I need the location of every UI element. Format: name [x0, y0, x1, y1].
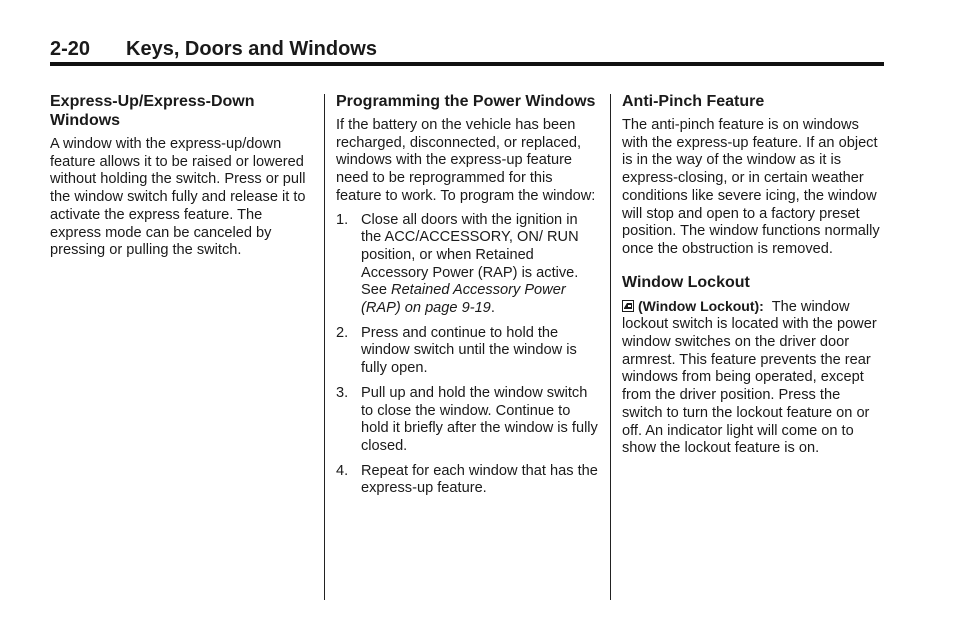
header-rule	[50, 62, 884, 66]
cross-reference-link[interactable]: Retained Accessory Power (RAP) on page 9-19	[361, 282, 566, 317]
column-anti-pinch-lockout	[622, 92, 884, 458]
step-text: Close all doors with the ignition in the ACC/ACCESSORY, ON/ RUN position, or when Retained Accessory Power (RAP) is active. See	[361, 211, 579, 299]
column-express-windows	[50, 92, 312, 260]
programming-heading: Programming the Power Windows	[336, 93, 596, 110]
column-divider	[324, 94, 325, 600]
section-title: Keys, Doors and Windows	[126, 38, 377, 60]
express-windows-body: A window with the express-up/down feature allows it to be raised or lowered without holding the switch. Press or pull the window switch fully and release it to activate the express feature. The express mode can be canceled by pressing or pulling the switch.	[50, 136, 306, 259]
step-number: 2.	[336, 324, 349, 341]
column-divider	[610, 94, 611, 600]
column-programming	[336, 92, 601, 505]
step-number: 1.	[336, 211, 349, 228]
window-lockout-text: The window lockout switch is located with the power window switches on the driver door armrest. This feature prevents the rear windows from being operated, except from the driver position. Press the switch to turn the lockout feature on or off. An indicator light will come on to show the lockout feature is on.	[622, 298, 877, 457]
step-item	[336, 212, 601, 318]
page-number: 2-20	[50, 38, 91, 60]
step-text-end: .	[490, 300, 495, 317]
step-item	[336, 463, 601, 498]
step-number: 3.	[336, 384, 349, 401]
step-text: Repeat for each window that has the express-up feature.	[361, 462, 598, 497]
step-item	[336, 385, 601, 456]
window-lockout-icon	[622, 300, 634, 312]
step-number: 4.	[336, 462, 349, 479]
step-text: Press and continue to hold the window switch until the window is fully open.	[361, 324, 577, 377]
express-windows-heading: Express-Up/Express-Down Windows	[50, 93, 255, 129]
anti-pinch-heading: Anti-Pinch Feature	[622, 93, 765, 110]
step-item	[336, 325, 601, 378]
step-text: Pull up and hold the window switch to close the window. Continue to hold it briefly after the window is fully closed.	[361, 384, 598, 454]
programming-steps	[336, 212, 601, 499]
window-lockout-label: (Window Lockout):	[638, 297, 764, 314]
window-lockout-body	[622, 298, 884, 458]
anti-pinch-body: The anti-pinch feature is on windows with the express-up feature. If an object is in the way of the window as it is express-closing, or in certain weather conditions like severe icing, the window will stop and open to a factory preset position. The window functions normally once the obstruction is removed.	[622, 117, 880, 257]
window-lockout-heading: Window Lockout	[622, 273, 750, 291]
programming-intro: If the battery on the vehicle has been recharged, disconnected, or replaced, windows with the express-up feature need to be reprogrammed for this feature to work. To program the window:	[336, 117, 596, 204]
